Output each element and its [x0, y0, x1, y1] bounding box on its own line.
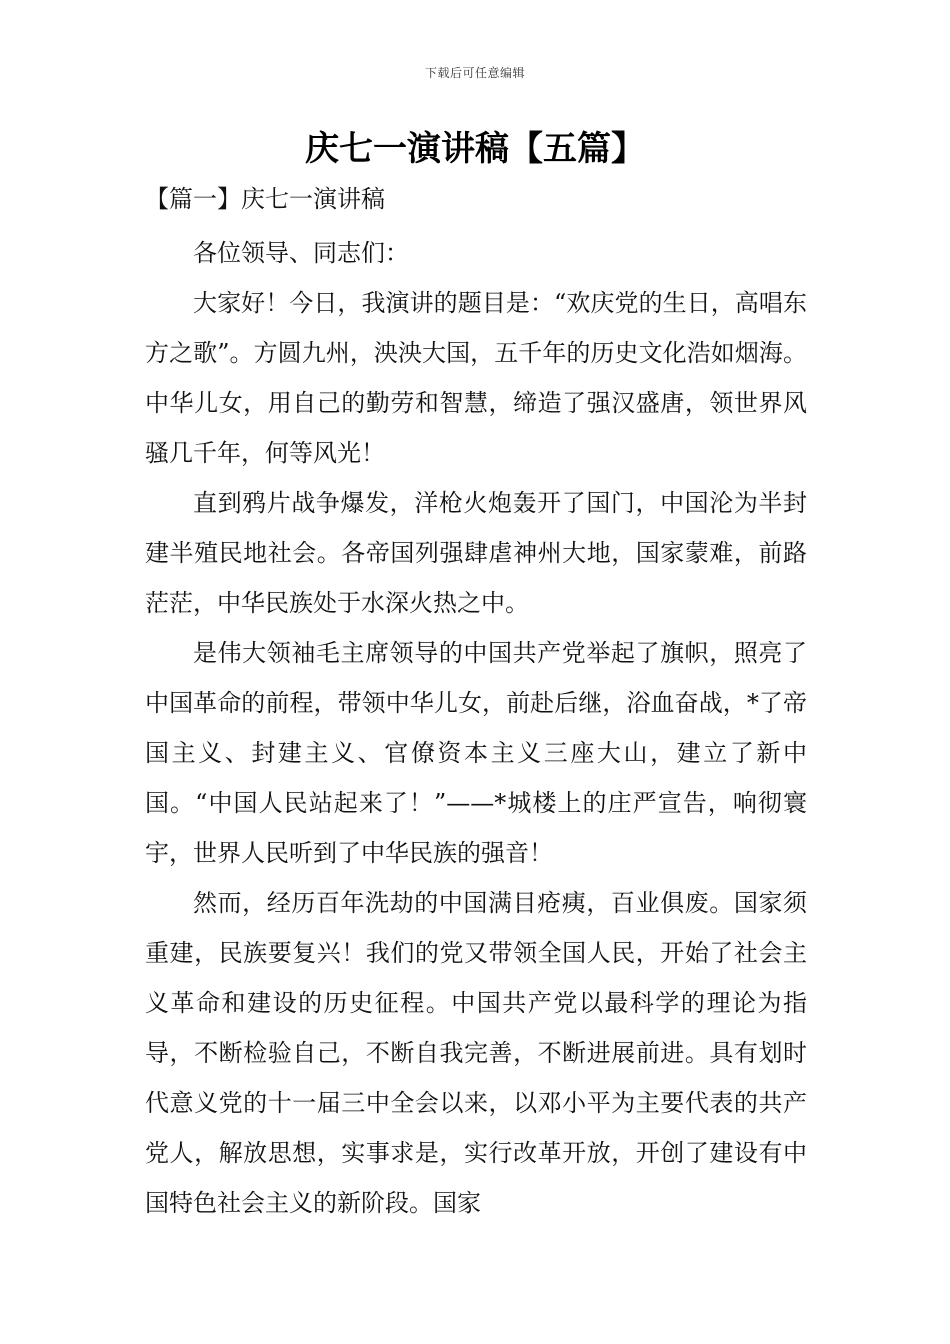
section-heading: 【篇一】庆七一演讲稿	[145, 185, 385, 213]
paragraph: 是伟大领袖毛主席领导的中国共产党举起了旗帜，照亮了中国革命的前程，带领中华儿女，前赴后继，浴血奋战，*了帝国主义、封建主义、官僚资本主义三座大山，建立了新中国。“中国人民站起来了！”——*城楼上的庄严宣告，响彻寰宇，世界人民听到了中华民族的强音！	[145, 639, 807, 867]
document-title: 庆七一演讲稿【五篇】	[305, 129, 645, 169]
paragraph: 大家好！今日，我演讲的题目是：“欢庆党的生日，高唱东方之歌”。方圆九州，泱泱大国，五千年的历史文化浩如烟海。中华儿女，用自己的勤劳和智慧，缔造了强汉盛唐，领世界风骚几千年，何等风光！	[145, 289, 807, 467]
document-body	[145, 228, 807, 1228]
paragraph: 然而，经历百年洗劫的中国满目疮痍，百业俱废。国家须重建，民族要复兴！我们的党又带领全国人民，开始了社会主义革命和建设的历史征程。中国共产党以最科学的理论为指导，不断检验自己，不断自我完善，不断进展前进。具有划时代意义党的十一届三中全会以来，以邓小平为主要代表的共产党人，解放思想，实事求是，实行改革开放，开创了建设有中国特色社会主义的新阶段。国家	[145, 889, 807, 1217]
header-note: 下载后可任意编辑	[424, 66, 525, 80]
paragraph-greeting: 各位领导、同志们：	[193, 239, 409, 267]
paragraph: 直到鸦片战争爆发，洋枪火炮轰开了国门，中国沦为半封建半殖民地社会。各帝国列强肆虐神州大地，国家蒙难，前路茫茫，中华民族处于水深火热之中。	[145, 489, 807, 617]
